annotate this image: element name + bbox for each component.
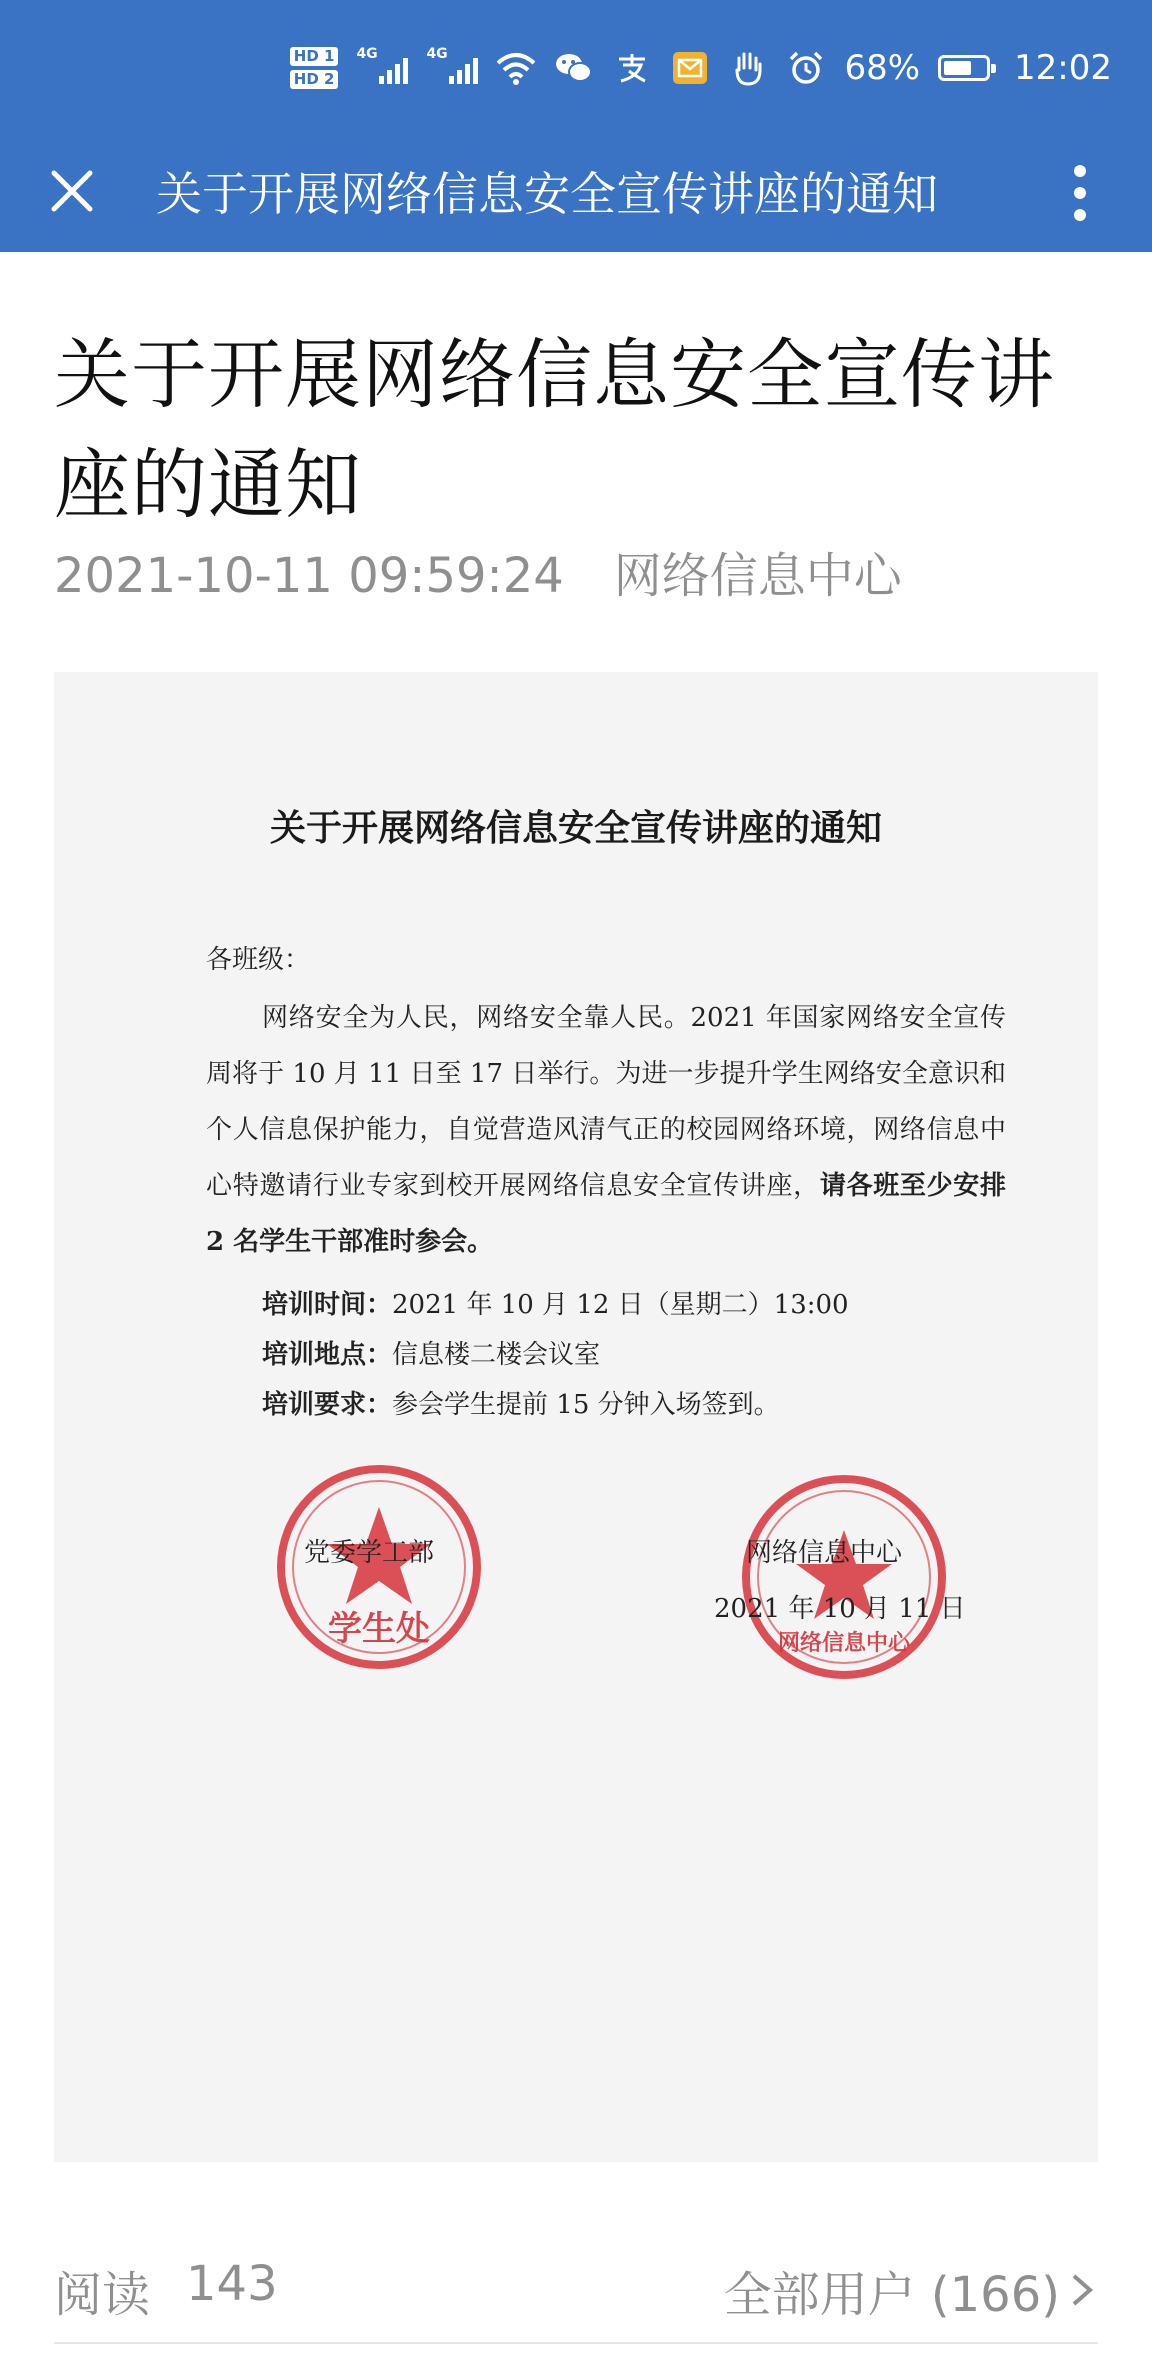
more-dot-icon — [1074, 187, 1086, 199]
wifi-icon — [496, 48, 536, 88]
close-button[interactable] — [36, 155, 108, 227]
hd2-badge: HD 2 — [290, 70, 339, 89]
notice-requirement — [262, 1380, 780, 1430]
title-bar-text: 关于开展网络信息安全宣传讲座的通知 — [156, 167, 938, 221]
sim1-network-label: 4G — [356, 46, 378, 62]
clock: 12:02 — [1014, 48, 1112, 88]
alipay-icon — [612, 48, 652, 88]
notice-title: 关于开展网络信息安全宣传讲座的通知 — [269, 807, 882, 849]
status-icons — [290, 38, 1112, 98]
signer-right: 网络信息中心 — [746, 1538, 903, 1568]
signal-sim2-icon — [426, 46, 478, 86]
hd1-badge: HD 1 — [290, 47, 339, 66]
notice-place — [262, 1330, 600, 1380]
seal-left-text: 学生处 — [328, 1609, 430, 1649]
notice-body — [206, 990, 1006, 1270]
requirement-label: 培训要求： — [262, 1390, 393, 1420]
title-bar — [0, 135, 1152, 252]
all-users-label: 全部用户 (166) — [723, 2266, 1060, 2323]
more-options-button[interactable] — [1050, 151, 1110, 235]
seal-right-text: 网络信息中心 — [777, 1630, 911, 1656]
article-title: 关于开展网络信息安全宣传讲座的通知 — [54, 330, 1055, 529]
notice-salutation: 各班级： — [206, 945, 311, 975]
requirement-value: 参会学生提前 15 分钟入场签到。 — [392, 1390, 780, 1420]
chevron-right-icon — [1068, 2270, 1098, 2310]
close-icon — [48, 167, 96, 215]
battery-percent: 68% — [844, 48, 921, 88]
wechat-icon — [554, 48, 594, 88]
more-dot-icon — [1074, 165, 1086, 177]
read-number: 143 — [186, 2255, 278, 2312]
read-label: 阅读 — [54, 2266, 151, 2323]
time-value: 2021 年 10 月 12 日（星期二）13:00 — [392, 1290, 849, 1320]
alarm-icon — [786, 48, 826, 88]
all-users-link[interactable] — [724, 2256, 1098, 2325]
battery-icon — [938, 55, 990, 81]
place-label: 培训地点： — [262, 1340, 393, 1370]
hand-icon — [728, 48, 768, 88]
notice-body-text: 网络安全为人民，网络安全靠人民。2021 年国家网络安全宣传周将于 10 月 11 日至 17 日举行。为进一步提升学生网络安全意识和个人信息保护能力，自觉营造风清气正的校园网络环境，网络信息中心特邀请行业专家到校开展网络信息安全宣传讲座， — [206, 1003, 1006, 1201]
sim2-network-label: 4G — [426, 46, 448, 62]
publisher-name: 网络信息中心 — [613, 548, 902, 604]
footer-divider — [54, 2342, 1098, 2344]
publish-date: 2021-10-11 09:59:24 — [54, 548, 564, 604]
place-value: 信息楼二楼会议室 — [392, 1340, 601, 1370]
notice-image[interactable] — [54, 672, 1098, 2162]
signal-sim1-icon — [356, 46, 408, 86]
network-center-seal — [739, 1472, 949, 1682]
article-meta — [54, 544, 902, 608]
status-bar — [0, 0, 1152, 135]
notice-time — [262, 1280, 849, 1330]
more-dot-icon — [1074, 209, 1086, 221]
article-footer — [54, 2250, 1098, 2330]
notice-body-emphasis: 请各班至少安排 2 名学生干部准时参会。 — [206, 1171, 1006, 1257]
hd-indicator — [290, 47, 339, 89]
time-label: 培训时间： — [262, 1290, 393, 1320]
sign-date: 2021 年 10 月 11 日 — [714, 1594, 966, 1624]
read-count — [54, 2256, 278, 2325]
mail-notification-icon — [670, 48, 710, 88]
signer-left: 党委学工部 — [304, 1538, 435, 1568]
top-bar — [0, 0, 1152, 252]
